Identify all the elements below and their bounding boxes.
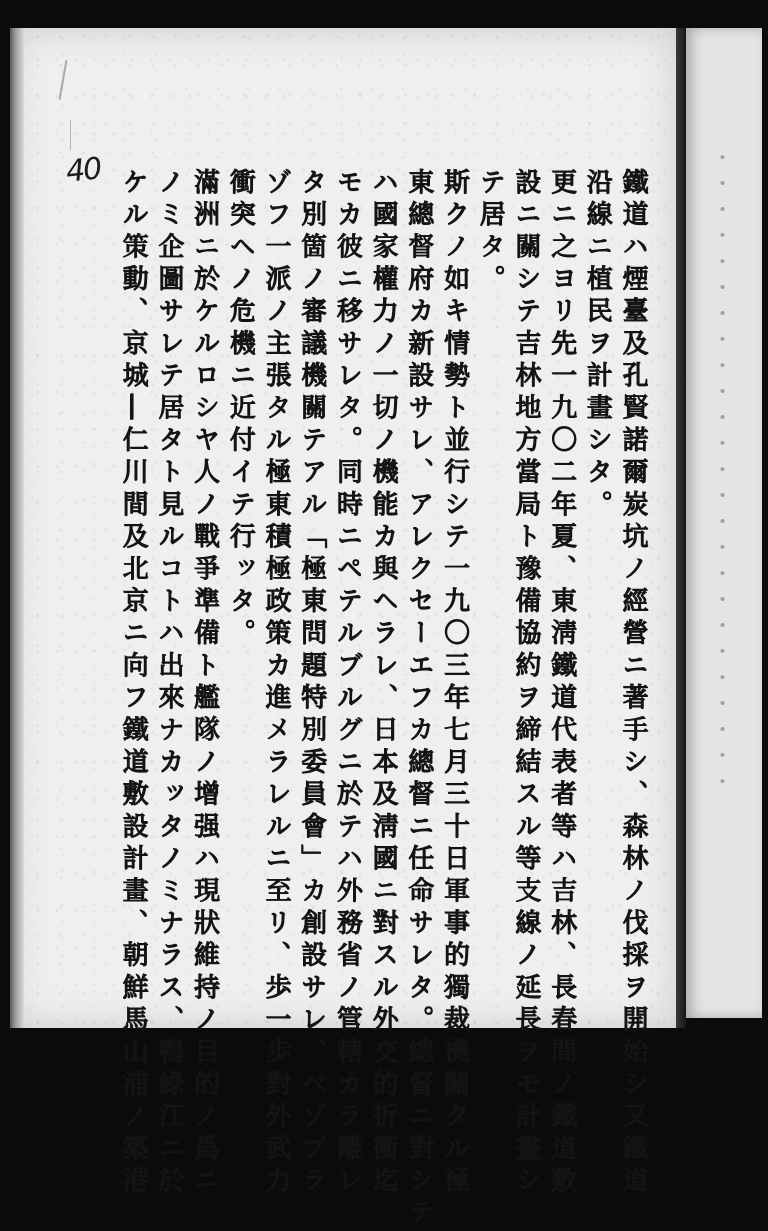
text-column: テ居タ。 [475,168,506,297]
text-column: タ別箇ノ審議機關テアル「極東問題特別委員會」カ創設サレ、ベゾブラ [296,168,327,1199]
book-gutter [676,28,686,1028]
text-column: モカ彼ニ移サレタ。同時ニペテルブルグニ於テハ外務省ノ管轄カラ離レ [332,168,363,1199]
adjacent-page [686,28,762,1018]
text-column: 鐵道ハ煙臺及孔賢諾爾炭坑ノ經營ニ著手シ、森林ノ伐採ヲ開始シ又鐵道 [617,168,648,1199]
bleed-through-text: ・・・・・・・・・・・・・・・・・・・・・・・・・ [711,146,737,796]
text-column: ゾフ一派ノ主張タル極東積極政策カ進メラレルニ至リ、歩一歩對外武力 [260,168,291,1199]
page-number: 40 [64,151,102,190]
vertical-text-block [118,168,648,1231]
text-column: 滿洲ニ於ケルロシヤ人ノ戰爭準備ト艦隊ノ增强ハ現狀維持ノ目的ノ爲ニ [189,168,220,1199]
text-column: 東總督府カ新設サレ、アレクセーエフカ總督ニ任命サレタ。總督ニ對シテ [403,168,434,1231]
text-column: 沿線ニ植民ヲ計畫シタ。 [582,168,613,523]
text-column: 斯クノ如キ情勢ト並行シテ一九〇三年七月三十日軍事的獨裁機關タル極 [439,168,470,1199]
pencil-mark [70,120,71,150]
text-column: 衝突ヘノ危機ニ近付イテ行ッタ。 [225,168,256,651]
text-column: ハ國家權力ノ一切ノ機能カ與ヘラレ、日本及淸國ニ對スル外交的折衝迄 [367,168,398,1199]
text-column: 設ニ關シテ吉林地方當局ト豫備協約ヲ締結スル等支線ノ延長ヲモ計畫シ [510,168,541,1199]
page-binding-edge [10,28,24,1028]
text-column: ノミ企圖サレテ居タト見ルコトハ出來ナカッタノミナラス、鴨綠江ニ於 [153,168,184,1199]
text-column: ケル策動、京城―仁川間及北京ニ向フ鐵道敷設計畫、朝鮮馬山浦ノ築港 [118,168,148,1199]
text-column: 更ニ之ヨリ先一九〇二年夏、東淸鐵道代表者等ハ吉林、長春間ノ鐵道敷 [546,168,577,1199]
